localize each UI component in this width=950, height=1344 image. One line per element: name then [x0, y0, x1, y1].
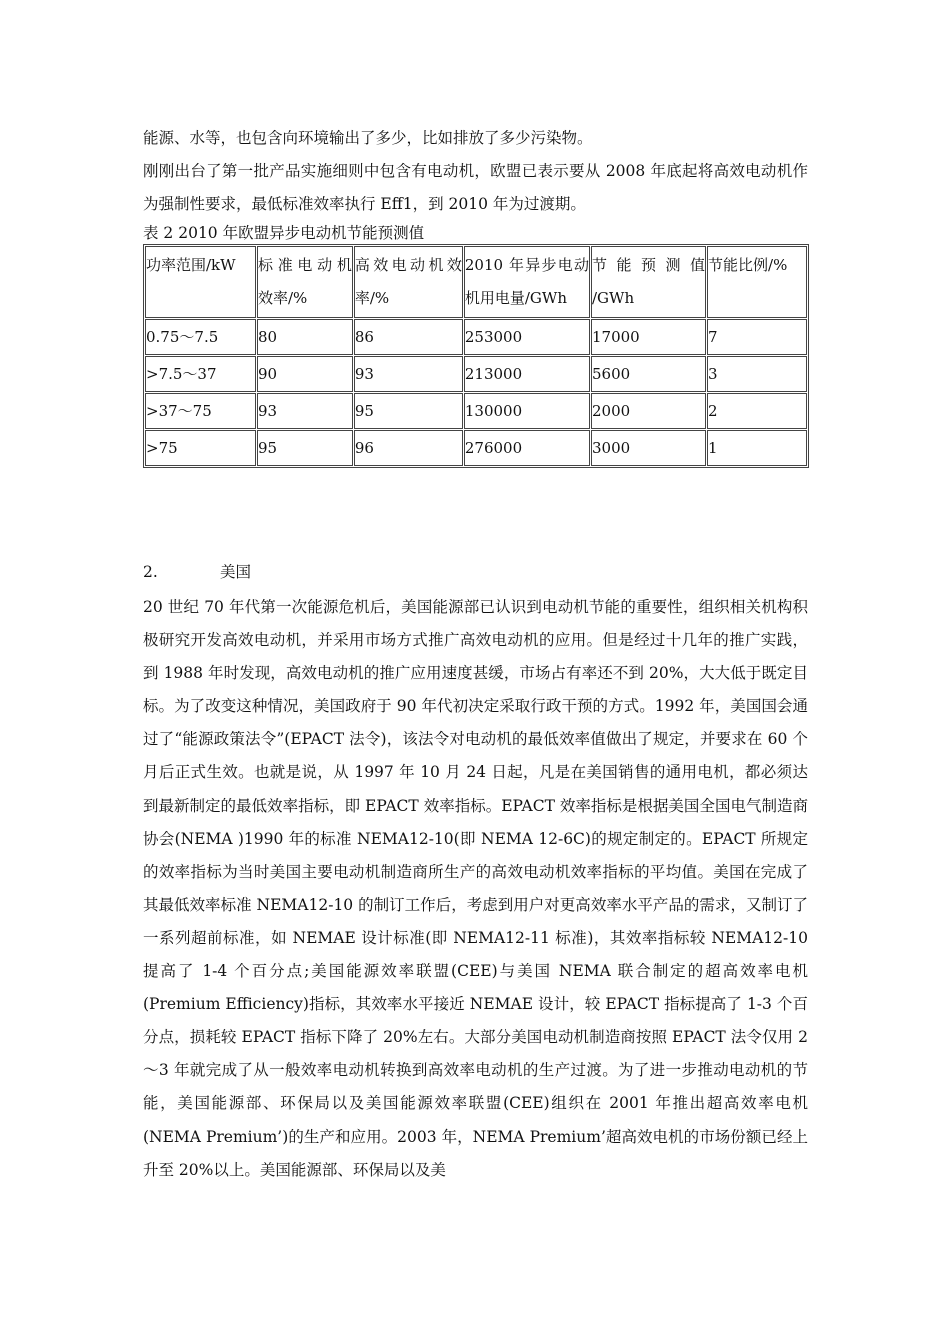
table-cell: 17000 — [591, 319, 706, 355]
table-cell: 7 — [707, 319, 807, 355]
table-cell: 2000 — [591, 393, 706, 429]
table-row — [145, 430, 807, 466]
table-cell: 95 — [354, 393, 463, 429]
table-cell: 213000 — [464, 356, 590, 392]
header-cell: 节 能 预 测 值 /GWh — [591, 246, 706, 318]
table-row — [145, 319, 807, 355]
section-title: 美国 — [220, 563, 252, 581]
table-cell: 86 — [354, 319, 463, 355]
table-cell: >7.5～37 — [145, 356, 256, 392]
table-cell: 93 — [354, 356, 463, 392]
table-row — [145, 393, 807, 429]
table-cell: >37～75 — [145, 393, 256, 429]
table-caption: 表 2 2010 年欧盟异步电动机节能预测值 — [143, 224, 425, 242]
body-paragraph: 20 世纪 70 年代第一次能源危机后，美国能源部已认识到电动机节能的重要性，组织相关机构积极研究开发高效电动机，并采用市场方式推广高效电动机的应用。但是经过十几年的推广实践，到 1988 年时发现，高效电动机的推广应用速度甚缓，市场占有率还不到 20%，大大低于既定目标。为了改变这种情况，美国政府于 90 年代初决定采取行政干预的方式。1992 年，美国国会通过了“能源政策法令”(EPACT 法令)，该法令对电动机的最低效率值做出了规定，并要求在 60 个月后正式生效。也就是说，从 1997 年 10 月 24 日起，凡是在美国销售的通用电机，都必须达到最新制定的最低效率指标，即 EPACT 效率指标。EPACT 效率指标是根据美国全国电气制造商协会(NEMA )1990 年的标准 NEMA12-10(即 NEMA 12-6C)的规定制定的。EPACT 所规定的效率指标为当时美国主要电动机制造商所生产的高效电动机效率指标的平均值。美国在完成了其最低效率标准 NEMA12-10 的制订工作后，考虑到用户对更高效率水平产品的需求，又制订了一系列超前标准，如 NEMAE 设计标准(即 NEMA12-11 标准)，其效率指标较 NEMA12-10 提高了 1-4 个百分点;美国能源效率联盟(CEE)与美国 NEMA 联合制定的超高效率电机(Premium Efficiency)指标，其效率水平接近 NEMAE 设计，较 EPACT 指标提高了 1-3 个百分点，损耗较 EPACT 指标下降了 20%左右。大部分美国电动机制造商按照 EPACT 法令仅用 2～3 年就完成了从一般效率电动机转换到高效率电动机的生产过渡。为了进一步推动电动机的节能，美国能源部、环保局以及美国能源效率联盟(CEE)组织在 2001 年推出超高效率电机(NEMA Premium’)的生产和应用。2003 年，NEMA Premium’超高效电机的市场份额已经上升至 20%以上。美国能源部、环保局以及美 — [143, 598, 808, 1179]
header-cell: 2010 年异步电动 机用电量/GWh — [464, 246, 590, 318]
table-cell: 90 — [257, 356, 353, 392]
table-cell: 3000 — [591, 430, 706, 466]
table-cell: 0.75～7.5 — [145, 319, 256, 355]
paragraph-2: 刚刚出台了第一批产品实施细则中包含有电动机，欧盟已表示要从 2008 年底起将高效电动机作为强制性要求，最低标准效率执行 Eff1，到 2010 年为过渡期。 — [143, 162, 808, 213]
table-cell: 5600 — [591, 356, 706, 392]
table-cell: 95 — [257, 430, 353, 466]
table-cell: 96 — [354, 430, 463, 466]
header-cell: 节能比例/% — [707, 246, 807, 318]
table-cell: 253000 — [464, 319, 590, 355]
section-number: 2. — [143, 563, 158, 581]
table-cell: 130000 — [464, 393, 590, 429]
table-cell: 276000 — [464, 430, 590, 466]
data-table — [143, 244, 809, 468]
table-cell: 2 — [707, 393, 807, 429]
table-cell: 80 — [257, 319, 353, 355]
header-cell: 标准电动机 效率/% — [257, 246, 353, 318]
table-cell: 93 — [257, 393, 353, 429]
table-header-row — [145, 246, 807, 318]
document-page — [143, 122, 808, 468]
table-row — [145, 356, 807, 392]
section-body — [143, 591, 808, 1187]
paragraph-1: 能源、水等，也包含向环境输出了多少，比如排放了多少污染物。 — [143, 129, 593, 147]
section-heading — [143, 560, 251, 582]
table-cell: >75 — [145, 430, 256, 466]
table-cell: 3 — [707, 356, 807, 392]
header-cell: 功率范围/kW — [145, 246, 256, 318]
table-cell: 1 — [707, 430, 807, 466]
header-cell: 高效电动机效 率/% — [354, 246, 463, 318]
